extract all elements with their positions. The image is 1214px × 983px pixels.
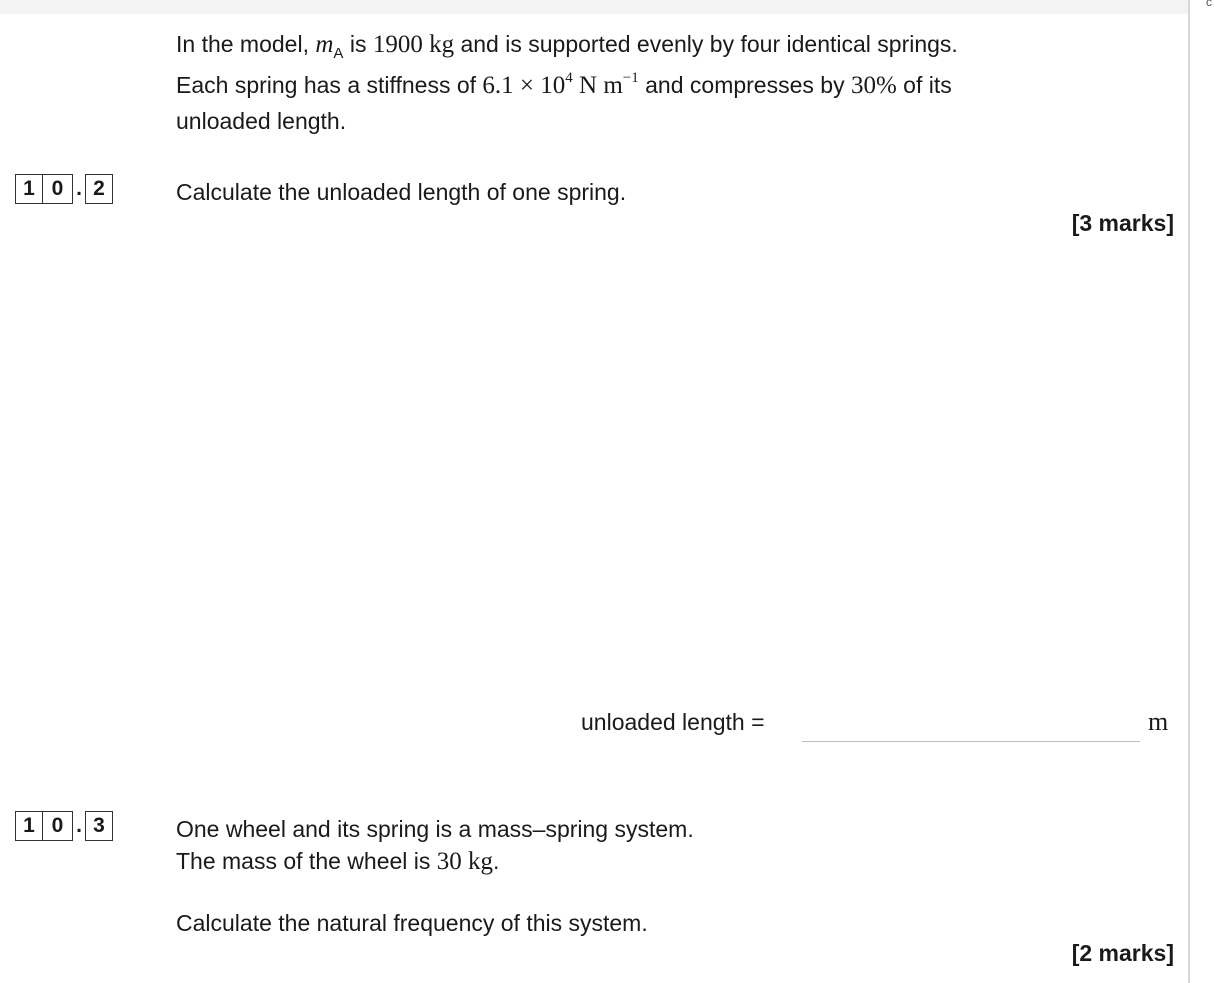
answer-line[interactable] xyxy=(802,741,1140,742)
question-10-3-line-2: The mass of the wheel is 30 kg. xyxy=(176,848,500,875)
question-digit: 3 xyxy=(85,811,113,841)
question-dot: . xyxy=(76,177,82,200)
question-digit: 1 xyxy=(15,174,43,204)
question-digit: 2 xyxy=(85,174,113,204)
question-10-3-line-1: One wheel and its spring is a mass–spring system. xyxy=(176,816,694,842)
intro-line-2: Each spring has a stiffness of $6.1 \times 10^4$ N $m^{-1}$ and compresses by 30% of its xyxy=(176,70,952,99)
intro-line-3: unloaded length. xyxy=(176,108,347,134)
answer-label: unloaded length = xyxy=(581,709,765,735)
question-10-2-text: Calculate the unloaded length of one spring. xyxy=(176,179,627,205)
question-10-2-marks: [3 marks] xyxy=(1071,210,1174,236)
intro-line-1: In the model, $m_A$ is 1900 kg and is supported evenly by four identical springs. xyxy=(176,31,958,62)
question-dot: . xyxy=(76,814,82,837)
question-10-3-line-3: Calculate the natural frequency of this system. xyxy=(176,910,648,936)
question-number-10-2 xyxy=(15,174,113,204)
question-10-3-marks: [2 marks] xyxy=(1071,940,1174,966)
margin-mark: c xyxy=(1206,0,1212,9)
answer-unit: m xyxy=(1148,707,1169,736)
question-digit: 0 xyxy=(43,811,73,841)
question-digit: 0 xyxy=(43,174,73,204)
question-digit: 1 xyxy=(15,811,43,841)
question-number-10-3 xyxy=(15,811,113,841)
